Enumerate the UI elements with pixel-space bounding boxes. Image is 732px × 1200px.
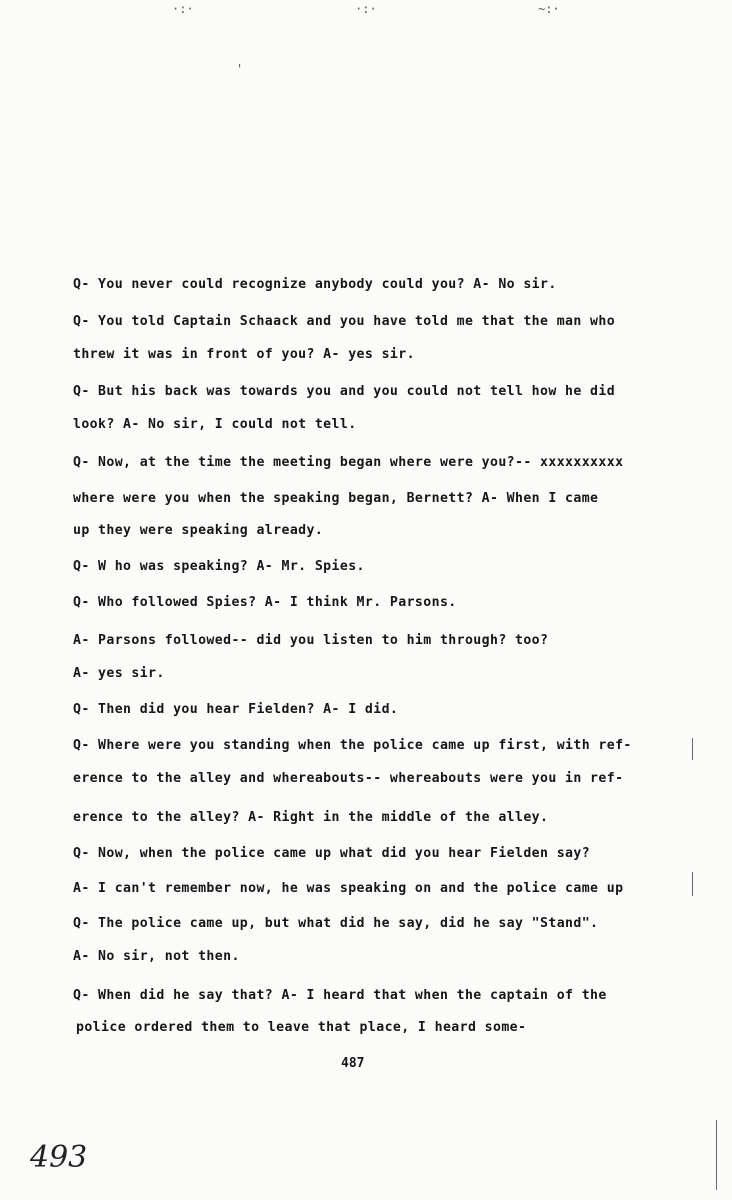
margin-mark — [692, 872, 693, 896]
transcript-line: erence to the alley? A- Right in the middle of the alley. — [73, 810, 549, 825]
transcript-line: Q- Now, at the time the meeting began where were you?-- xxxxxxxxxx — [73, 455, 624, 470]
transcript-line: Q- But his back was towards you and you could not tell how he did — [73, 384, 616, 399]
handwritten-page-number: 493 — [30, 1140, 88, 1175]
transcript-line: police ordered them to leave that place, I heard some- — [76, 1020, 527, 1035]
transcript-line: erence to the alley and whereabouts-- whereabouts were you in ref- — [73, 771, 624, 786]
speck: ·:· — [172, 2, 194, 16]
transcript-line: up they were speaking already. — [73, 523, 324, 538]
transcript-line: A- No sir, not then. — [73, 949, 240, 964]
transcript-line: Q- When did he say that? A- I heard that when the captain of the — [73, 988, 607, 1003]
transcript-line: A- yes sir. — [73, 666, 165, 681]
transcript-line: A- Parsons followed-- did you listen to him through? too? — [73, 633, 549, 648]
speck: ·:· — [355, 2, 377, 16]
speck: ' — [236, 62, 244, 76]
transcript-line: where were you when the speaking began, Bernett? A- When I came — [73, 491, 599, 506]
transcript-line: A- I can't remember now, he was speaking on and the police came up — [73, 881, 624, 896]
transcript-line: Q- You told Captain Schaack and you have told me that the man who — [73, 314, 616, 329]
margin-mark — [692, 738, 693, 760]
transcript-line: Q- Now, when the police came up what did you hear Fielden say? — [73, 846, 591, 861]
transcript-line: Q- The police came up, but what did he say, did he say "Stand". — [73, 916, 599, 931]
transcript-line: look? A- No sir, I could not tell. — [73, 417, 357, 432]
speck: ~:· — [538, 2, 560, 16]
transcript-line: threw it was in front of you? A- yes sir. — [73, 347, 415, 362]
transcript-line: Q- Then did you hear Fielden? A- I did. — [73, 702, 399, 717]
transcript-line: Q- W ho was speaking? A- Mr. Spies. — [73, 559, 365, 574]
margin-mark — [716, 1120, 717, 1190]
transcript-line: Q- Who followed Spies? A- I think Mr. Parsons. — [73, 595, 457, 610]
transcript-line: Q- You never could recognize anybody could you? A- No sir. — [73, 277, 557, 292]
page-number: 487 — [341, 1056, 365, 1071]
transcript-line: Q- Where were you standing when the police came up first, with ref- — [73, 738, 632, 753]
